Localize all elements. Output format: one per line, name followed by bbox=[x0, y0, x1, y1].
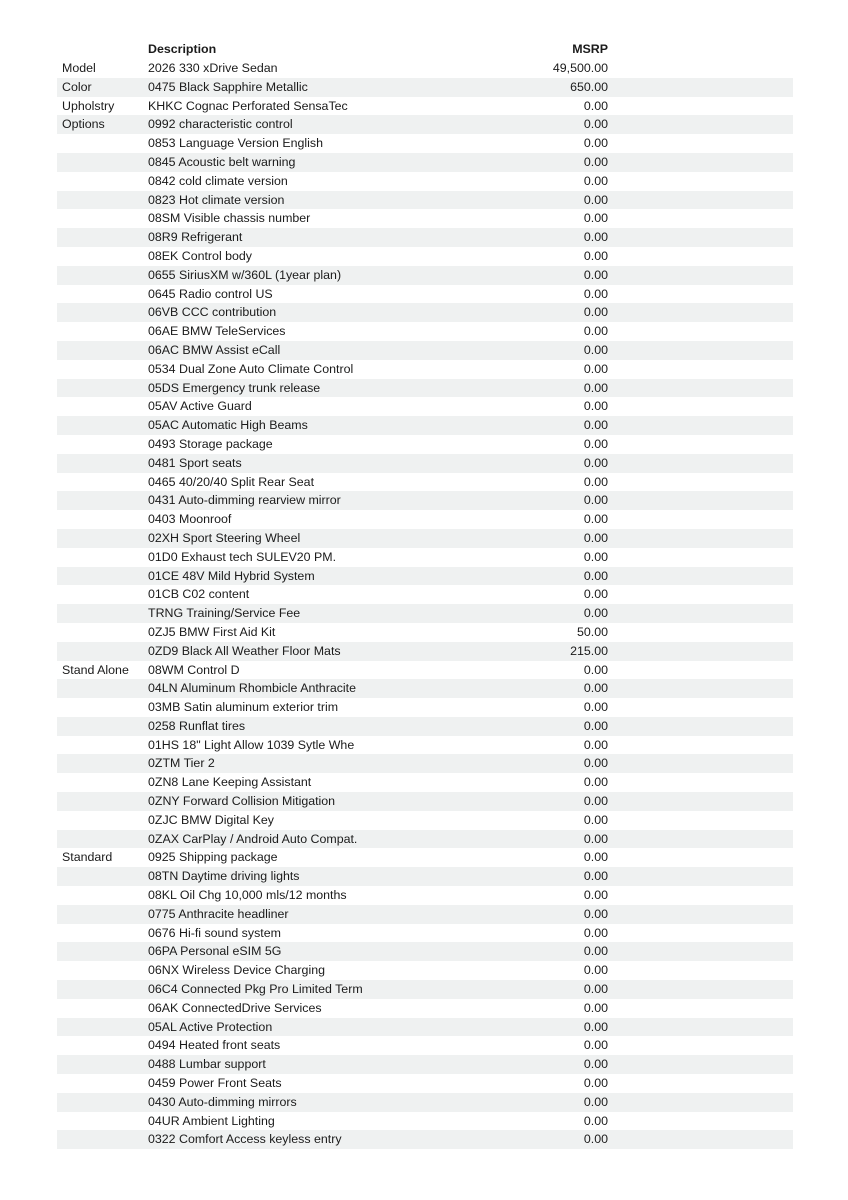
table-row bbox=[57, 266, 793, 285]
msrp-cell: 0.00 bbox=[583, 775, 608, 790]
description-cell: 02XH Sport Steering Wheel bbox=[148, 530, 301, 545]
msrp-cell: 0.00 bbox=[583, 700, 608, 715]
table-row bbox=[57, 679, 793, 698]
description-cell: 0ZAX CarPlay / Android Auto Compat. bbox=[148, 831, 358, 846]
description-cell: 08R9 Refrigerant bbox=[148, 230, 243, 245]
description-cell: 06AK ConnectedDrive Services bbox=[148, 1000, 322, 1015]
table-row bbox=[57, 303, 793, 322]
msrp-cell: 0.00 bbox=[583, 286, 608, 301]
msrp-cell: 0.00 bbox=[583, 794, 608, 809]
table-row bbox=[57, 604, 793, 623]
description-cell: 06AE BMW TeleServices bbox=[148, 324, 286, 339]
description-cell: 0823 Hot climate version bbox=[148, 192, 285, 207]
category-cell: Model bbox=[62, 61, 96, 75]
msrp-cell: 0.00 bbox=[583, 1132, 608, 1147]
description-cell: 05AC Automatic High Beams bbox=[148, 418, 308, 433]
msrp-cell: 0.00 bbox=[583, 1094, 608, 1109]
table-row bbox=[57, 473, 793, 492]
description-cell: 05DS Emergency trunk release bbox=[148, 380, 321, 395]
table-row bbox=[57, 510, 793, 529]
msrp-cell: 0.00 bbox=[583, 869, 608, 884]
msrp-cell: 0.00 bbox=[583, 606, 608, 621]
msrp-cell: 0.00 bbox=[583, 662, 608, 677]
description-cell: 01D0 Exhaust tech SULEV20 PM. bbox=[148, 549, 337, 564]
msrp-cell: 0.00 bbox=[583, 1113, 608, 1128]
description-cell: 0845 Acoustic belt warning bbox=[148, 154, 296, 169]
table-row bbox=[57, 623, 793, 642]
description-cell: 01CE 48V Mild Hybrid System bbox=[148, 568, 315, 583]
table-row bbox=[57, 397, 793, 416]
msrp-cell: 0.00 bbox=[583, 888, 608, 903]
msrp-cell: 0.00 bbox=[583, 718, 608, 733]
table-row bbox=[57, 115, 793, 134]
table-row bbox=[57, 1074, 793, 1093]
msrp-cell: 0.00 bbox=[583, 681, 608, 696]
table-row bbox=[57, 642, 793, 661]
description-cell: 08TN Daytime driving lights bbox=[148, 869, 300, 884]
msrp-cell: 0.00 bbox=[583, 211, 608, 226]
table-row bbox=[57, 285, 793, 304]
description-cell: 0322 Comfort Access keyless entry bbox=[148, 1132, 342, 1147]
msrp-cell: 0.00 bbox=[583, 1057, 608, 1072]
table-row bbox=[57, 1112, 793, 1131]
table-row bbox=[57, 1018, 793, 1037]
description-cell: 03MB Satin aluminum exterior trim bbox=[148, 700, 339, 715]
description-cell: 06NX Wireless Device Charging bbox=[148, 963, 325, 978]
description-cell: 0459 Power Front Seats bbox=[148, 1076, 282, 1091]
table-row bbox=[57, 830, 793, 849]
table-row bbox=[57, 848, 793, 867]
category-cell: Standard bbox=[62, 850, 113, 865]
msrp-cell: 0.00 bbox=[583, 925, 608, 940]
description-cell: 05AL Active Protection bbox=[148, 1019, 273, 1034]
msrp-cell: 0.00 bbox=[583, 963, 608, 978]
table-row bbox=[57, 567, 793, 586]
description-cell: 0676 Hi-fi sound system bbox=[148, 925, 281, 940]
description-cell: 0ZTM Tier 2 bbox=[148, 756, 215, 771]
msrp-cell: 0.00 bbox=[583, 1076, 608, 1091]
table-row bbox=[57, 228, 793, 247]
description-cell: 0925 Shipping package bbox=[148, 850, 278, 865]
msrp-cell: 0.00 bbox=[583, 136, 608, 151]
msrp-cell: 0.00 bbox=[583, 982, 608, 997]
description-cell: 0645 Radio control US bbox=[148, 286, 273, 301]
description-cell: 06PA Personal eSIM 5G bbox=[148, 944, 282, 959]
description-cell: 08WM Control D bbox=[148, 662, 240, 677]
msrp-cell: 0.00 bbox=[583, 399, 608, 414]
description-cell: 0403 Moonroof bbox=[148, 512, 232, 527]
msrp-cell: 0.00 bbox=[583, 455, 608, 470]
description-cell: KHKC Cognac Perforated SensaTec bbox=[148, 98, 348, 113]
description-cell: 04LN Aluminum Rhombicle Anthracite bbox=[148, 681, 356, 696]
table-row bbox=[57, 661, 793, 680]
description-cell: 0842 cold climate version bbox=[148, 173, 288, 188]
header-msrp: MSRP bbox=[572, 42, 608, 57]
table-row bbox=[57, 153, 793, 172]
table-row bbox=[57, 1055, 793, 1074]
table-row bbox=[57, 585, 793, 604]
description-cell: 2026 330 xDrive Sedan bbox=[148, 61, 278, 75]
description-cell: 01CB C02 content bbox=[148, 587, 250, 602]
msrp-cell: 0.00 bbox=[583, 267, 608, 282]
table-row bbox=[57, 717, 793, 736]
table-row bbox=[57, 1036, 793, 1055]
pricing-table bbox=[57, 40, 793, 1149]
msrp-cell: 0.00 bbox=[583, 380, 608, 395]
description-cell: 0ZN8 Lane Keeping Assistant bbox=[148, 775, 312, 790]
table-row bbox=[57, 247, 793, 266]
msrp-cell: 650.00 bbox=[570, 79, 608, 94]
table-row bbox=[57, 980, 793, 999]
msrp-cell: 0.00 bbox=[583, 831, 608, 846]
description-cell: 0ZD9 Black All Weather Floor Mats bbox=[148, 643, 341, 658]
description-cell: 05AV Active Guard bbox=[148, 399, 252, 414]
table-row bbox=[57, 191, 793, 210]
msrp-cell: 0.00 bbox=[583, 549, 608, 564]
description-cell: 0481 Sport seats bbox=[148, 455, 242, 470]
description-cell: TRNG Training/Service Fee bbox=[148, 606, 301, 621]
description-cell: 01HS 18" Light Allow 1039 Sytle Whe bbox=[148, 737, 355, 752]
description-cell: 06AC BMW Assist eCall bbox=[148, 342, 281, 357]
description-cell: 0465 40/20/40 Split Rear Seat bbox=[148, 474, 315, 489]
msrp-cell: 0.00 bbox=[583, 512, 608, 527]
table-row bbox=[57, 97, 793, 116]
msrp-cell: 0.00 bbox=[583, 568, 608, 583]
msrp-cell: 0.00 bbox=[583, 587, 608, 602]
table-row bbox=[57, 172, 793, 191]
description-cell: 0494 Heated front seats bbox=[148, 1038, 281, 1053]
table-row bbox=[57, 379, 793, 398]
table-row bbox=[57, 78, 793, 97]
msrp-cell: 0.00 bbox=[583, 117, 608, 132]
msrp-cell: 0.00 bbox=[583, 436, 608, 451]
msrp-cell: 0.00 bbox=[583, 248, 608, 263]
table-row bbox=[57, 322, 793, 341]
category-cell: Options bbox=[62, 117, 105, 132]
table-row bbox=[57, 59, 793, 78]
description-cell: 0493 Storage package bbox=[148, 436, 273, 451]
description-cell: 0430 Auto-dimming mirrors bbox=[148, 1094, 297, 1109]
msrp-cell: 0.00 bbox=[583, 98, 608, 113]
description-cell: 08KL Oil Chg 10,000 mls/12 months bbox=[148, 888, 347, 903]
msrp-cell: 0.00 bbox=[583, 493, 608, 508]
table-row bbox=[57, 754, 793, 773]
header-description: Description bbox=[148, 42, 217, 57]
table-row bbox=[57, 435, 793, 454]
msrp-cell: 50.00 bbox=[576, 624, 608, 639]
description-cell: 06C4 Connected Pkg Pro Limited Term bbox=[148, 982, 363, 997]
table-row bbox=[57, 134, 793, 153]
msrp-cell: 0.00 bbox=[583, 418, 608, 433]
msrp-cell: 0.00 bbox=[583, 1038, 608, 1053]
description-cell: 08SM Visible chassis number bbox=[148, 211, 311, 226]
table-row bbox=[57, 942, 793, 961]
table-row bbox=[57, 867, 793, 886]
table-row bbox=[57, 961, 793, 980]
description-cell: 0853 Language Version English bbox=[148, 136, 323, 151]
msrp-cell: 0.00 bbox=[583, 1019, 608, 1034]
table-row bbox=[57, 924, 793, 943]
description-cell: 0488 Lumbar support bbox=[148, 1057, 266, 1072]
table-row bbox=[57, 548, 793, 567]
description-cell: 0258 Runflat tires bbox=[148, 718, 246, 733]
table-row bbox=[57, 1130, 793, 1149]
description-cell: 0ZJC BMW Digital Key bbox=[148, 812, 274, 827]
msrp-cell: 0.00 bbox=[583, 944, 608, 959]
msrp-cell: 0.00 bbox=[583, 756, 608, 771]
category-cell: Upholstry bbox=[62, 98, 115, 113]
table-row bbox=[57, 341, 793, 360]
msrp-cell: 0.00 bbox=[583, 530, 608, 545]
description-cell: 0475 Black Sapphire Metallic bbox=[148, 79, 308, 94]
table-row bbox=[57, 905, 793, 924]
msrp-cell: 0.00 bbox=[583, 850, 608, 865]
table-row bbox=[57, 773, 793, 792]
description-cell: 0ZNY Forward Collision Mitigation bbox=[148, 794, 336, 809]
table-row bbox=[57, 491, 793, 510]
msrp-cell: 0.00 bbox=[583, 474, 608, 489]
msrp-cell: 0.00 bbox=[583, 906, 608, 921]
table-row bbox=[57, 811, 793, 830]
description-cell: 08EK Control body bbox=[148, 248, 253, 263]
description-cell: 0ZJ5 BMW First Aid Kit bbox=[148, 624, 276, 639]
msrp-cell: 0.00 bbox=[583, 324, 608, 339]
msrp-cell: 0.00 bbox=[583, 812, 608, 827]
msrp-cell: 0.00 bbox=[583, 342, 608, 357]
table-header-row bbox=[57, 40, 793, 59]
msrp-cell: 0.00 bbox=[583, 230, 608, 245]
table-row bbox=[57, 360, 793, 379]
msrp-cell: 0.00 bbox=[583, 192, 608, 207]
description-cell: 0431 Auto-dimming rearview mirror bbox=[148, 493, 341, 508]
table-row bbox=[57, 698, 793, 717]
msrp-cell: 0.00 bbox=[583, 154, 608, 169]
msrp-cell: 49,500.00 bbox=[552, 61, 608, 75]
description-cell: 04UR Ambient Lighting bbox=[148, 1113, 275, 1128]
description-cell: 0655 SiriusXM w/360L (1year plan) bbox=[148, 267, 342, 282]
category-cell: Color bbox=[62, 79, 92, 94]
msrp-cell: 215.00 bbox=[570, 643, 608, 658]
description-cell: 0534 Dual Zone Auto Climate Control bbox=[148, 361, 354, 376]
msrp-cell: 0.00 bbox=[583, 173, 608, 188]
msrp-cell: 0.00 bbox=[583, 305, 608, 320]
table-row bbox=[57, 454, 793, 473]
table-row bbox=[57, 792, 793, 811]
table-row bbox=[57, 736, 793, 755]
table-row bbox=[57, 1093, 793, 1112]
category-cell: Stand Alone bbox=[62, 662, 129, 677]
table-row bbox=[57, 416, 793, 435]
table-row bbox=[57, 886, 793, 905]
msrp-cell: 0.00 bbox=[583, 361, 608, 376]
table-row bbox=[57, 529, 793, 548]
description-cell: 06VB CCC contribution bbox=[148, 305, 277, 320]
table-row bbox=[57, 209, 793, 228]
msrp-cell: 0.00 bbox=[583, 1000, 608, 1015]
description-cell: 0992 characteristic control bbox=[148, 117, 293, 132]
description-cell: 0775 Anthracite headliner bbox=[148, 906, 289, 921]
table-body bbox=[57, 59, 793, 1149]
msrp-cell: 0.00 bbox=[583, 737, 608, 752]
table-row bbox=[57, 999, 793, 1018]
